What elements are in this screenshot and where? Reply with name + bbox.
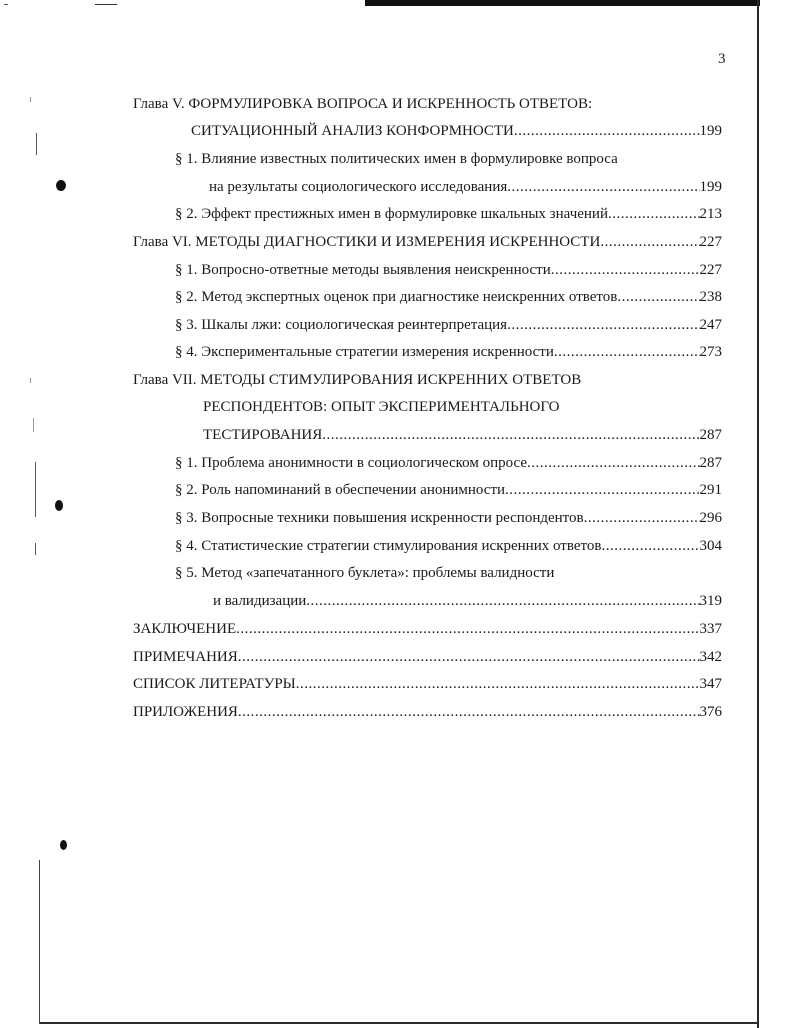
toc-section-entry (175, 454, 722, 472)
leader-dots (296, 675, 700, 693)
toc-section-entry (175, 205, 722, 223)
leader-dots (505, 481, 699, 499)
leader-dots (507, 316, 699, 334)
toc-entry-text: и валидизации (213, 593, 307, 609)
toc-section-entry (175, 343, 722, 361)
leader-dots (608, 205, 700, 223)
leader-dots (601, 537, 699, 555)
toc-chapter-heading (203, 398, 723, 416)
page-number: 3 (718, 51, 726, 67)
scan-mark (36, 133, 37, 155)
toc-entry-text: СПИСОК ЛИТЕРАТУРЫ (133, 676, 296, 692)
toc-entry-text: Глава V. ФОРМУЛИРОВКА ВОПРОСА И ИСКРЕННОСТЬ ОТВЕТОВ: (133, 96, 593, 112)
toc-page-number: 227 (699, 262, 722, 278)
toc-page-number: 291 (699, 482, 722, 498)
toc-section-entry (209, 178, 722, 196)
scan-mark (33, 418, 34, 432)
toc-chapter-entry (133, 233, 722, 251)
toc-section-heading (175, 564, 715, 582)
scan-mark (35, 543, 36, 555)
toc-page-number: 347 (699, 676, 722, 692)
leader-dots (600, 233, 699, 251)
toc-page-number: 227 (699, 234, 722, 250)
leader-dots (322, 426, 699, 444)
scan-border-right (757, 0, 759, 1028)
toc-page-number: 337 (699, 621, 722, 637)
toc-entry-text: § 1. Влияние известных политических имен в формулировке вопроса (175, 151, 618, 167)
leader-dots (514, 122, 700, 140)
toc-entry-text: ПРИМЕЧАНИЯ (133, 649, 238, 665)
scan-border-left (39, 860, 40, 1024)
toc-section-entry (213, 592, 722, 610)
punch-hole-speck (55, 500, 63, 511)
scan-mark (30, 97, 31, 102)
toc-entry-text: ЗАКЛЮЧЕНИЕ (133, 621, 237, 637)
toc-page-number: 238 (699, 289, 722, 305)
toc-entry-text: РЕСПОНДЕНТОВ: ОПЫТ ЭКСПЕРИМЕНТАЛЬНОГО (203, 399, 560, 415)
toc-page-number: 199 (699, 123, 722, 139)
toc-entry-text: § 3. Вопросные техники повышения искренности респондентов (175, 510, 584, 526)
leader-dots (236, 620, 699, 638)
scan-border-bottom (40, 1022, 759, 1024)
toc-section-entry (175, 481, 722, 499)
scan-mark (35, 462, 36, 517)
leader-dots (238, 648, 700, 666)
toc-entry-text: на результаты социологического исследования (209, 179, 508, 195)
toc-entry-text: § 4. Статистические стратегии стимулирования искренних ответов (175, 538, 602, 554)
toc-section-heading (175, 150, 715, 168)
scan-mark (4, 4, 8, 5)
leader-dots (306, 592, 699, 610)
toc-entry-text: § 1. Вопросно-ответные методы выявления неискренности (175, 262, 551, 278)
toc-section-entry (175, 261, 722, 279)
toc-chapter-heading (133, 371, 733, 389)
toc-page-number: 376 (699, 704, 722, 720)
leader-dots (554, 343, 700, 361)
punch-hole-speck (56, 180, 66, 191)
toc-entry-text: Глава VII. МЕТОДЫ СТИМУЛИРОВАНИЯ ИСКРЕННИХ ОТВЕТОВ (133, 372, 582, 388)
toc-page-number: 287 (699, 455, 722, 471)
toc-backmatter-entry (133, 703, 722, 721)
toc-chapter-heading (133, 95, 733, 113)
toc-section-entry (175, 509, 722, 527)
leader-dots (584, 509, 700, 527)
toc-entry-text: ПРИЛОЖЕНИЯ (133, 704, 238, 720)
toc-page-number: 319 (699, 593, 722, 609)
toc-section-entry (175, 537, 722, 555)
toc-entry-text: § 4. Экспериментальные стратегии измерения искренности (175, 344, 554, 360)
toc-entry-text: § 3. Шкалы лжи: социологическая реинтерпретация (175, 317, 508, 333)
toc-entry-text: § 2. Эффект престижных имен в формулировке шкальных значений (175, 206, 608, 222)
toc-backmatter-entry (133, 675, 722, 693)
leader-dots (617, 288, 699, 306)
toc-page-number: 199 (699, 179, 722, 195)
toc-page-number: 296 (699, 510, 722, 526)
toc-page-number: 304 (699, 538, 722, 554)
leader-dots (551, 261, 700, 279)
toc-entry-text: § 2. Метод экспертных оценок при диагностике неискренних ответов (175, 289, 618, 305)
toc-entry-text: Глава VI. МЕТОДЫ ДИАГНОСТИКИ И ИЗМЕРЕНИЯ ИСКРЕННОСТИ (133, 234, 601, 250)
toc-chapter-entry (191, 122, 722, 140)
toc-entry-text: § 5. Метод «запечатанного буклета»: проблемы валидности (175, 565, 555, 581)
scan-mark (30, 378, 31, 383)
toc-page-number: 213 (699, 206, 722, 222)
toc-backmatter-entry (133, 620, 722, 638)
punch-hole-speck (60, 840, 67, 850)
leader-dots (507, 178, 699, 196)
scan-mark (95, 4, 117, 5)
toc-entry-text: § 2. Роль напоминаний в обеспечении анонимности (175, 482, 506, 498)
toc-backmatter-entry (133, 648, 722, 666)
toc-page-number: 287 (699, 427, 722, 443)
leader-dots (238, 703, 700, 721)
toc-section-entry (175, 288, 722, 306)
toc-section-entry (175, 316, 722, 334)
toc-page-number: 247 (699, 317, 722, 333)
toc-entry-text: СИТУАЦИОННЫЙ АНАЛИЗ КОНФОРМНОСТИ (191, 123, 514, 139)
toc-page-number: 273 (699, 344, 722, 360)
scan-border-top (365, 0, 760, 6)
toc-chapter-entry (203, 426, 722, 444)
toc-page-number: 342 (699, 649, 722, 665)
toc-entry-text: ТЕСТИРОВАНИЯ (203, 427, 323, 443)
leader-dots (527, 454, 699, 472)
toc-entry-text: § 1. Проблема анонимности в социологическом опросе (175, 455, 528, 471)
